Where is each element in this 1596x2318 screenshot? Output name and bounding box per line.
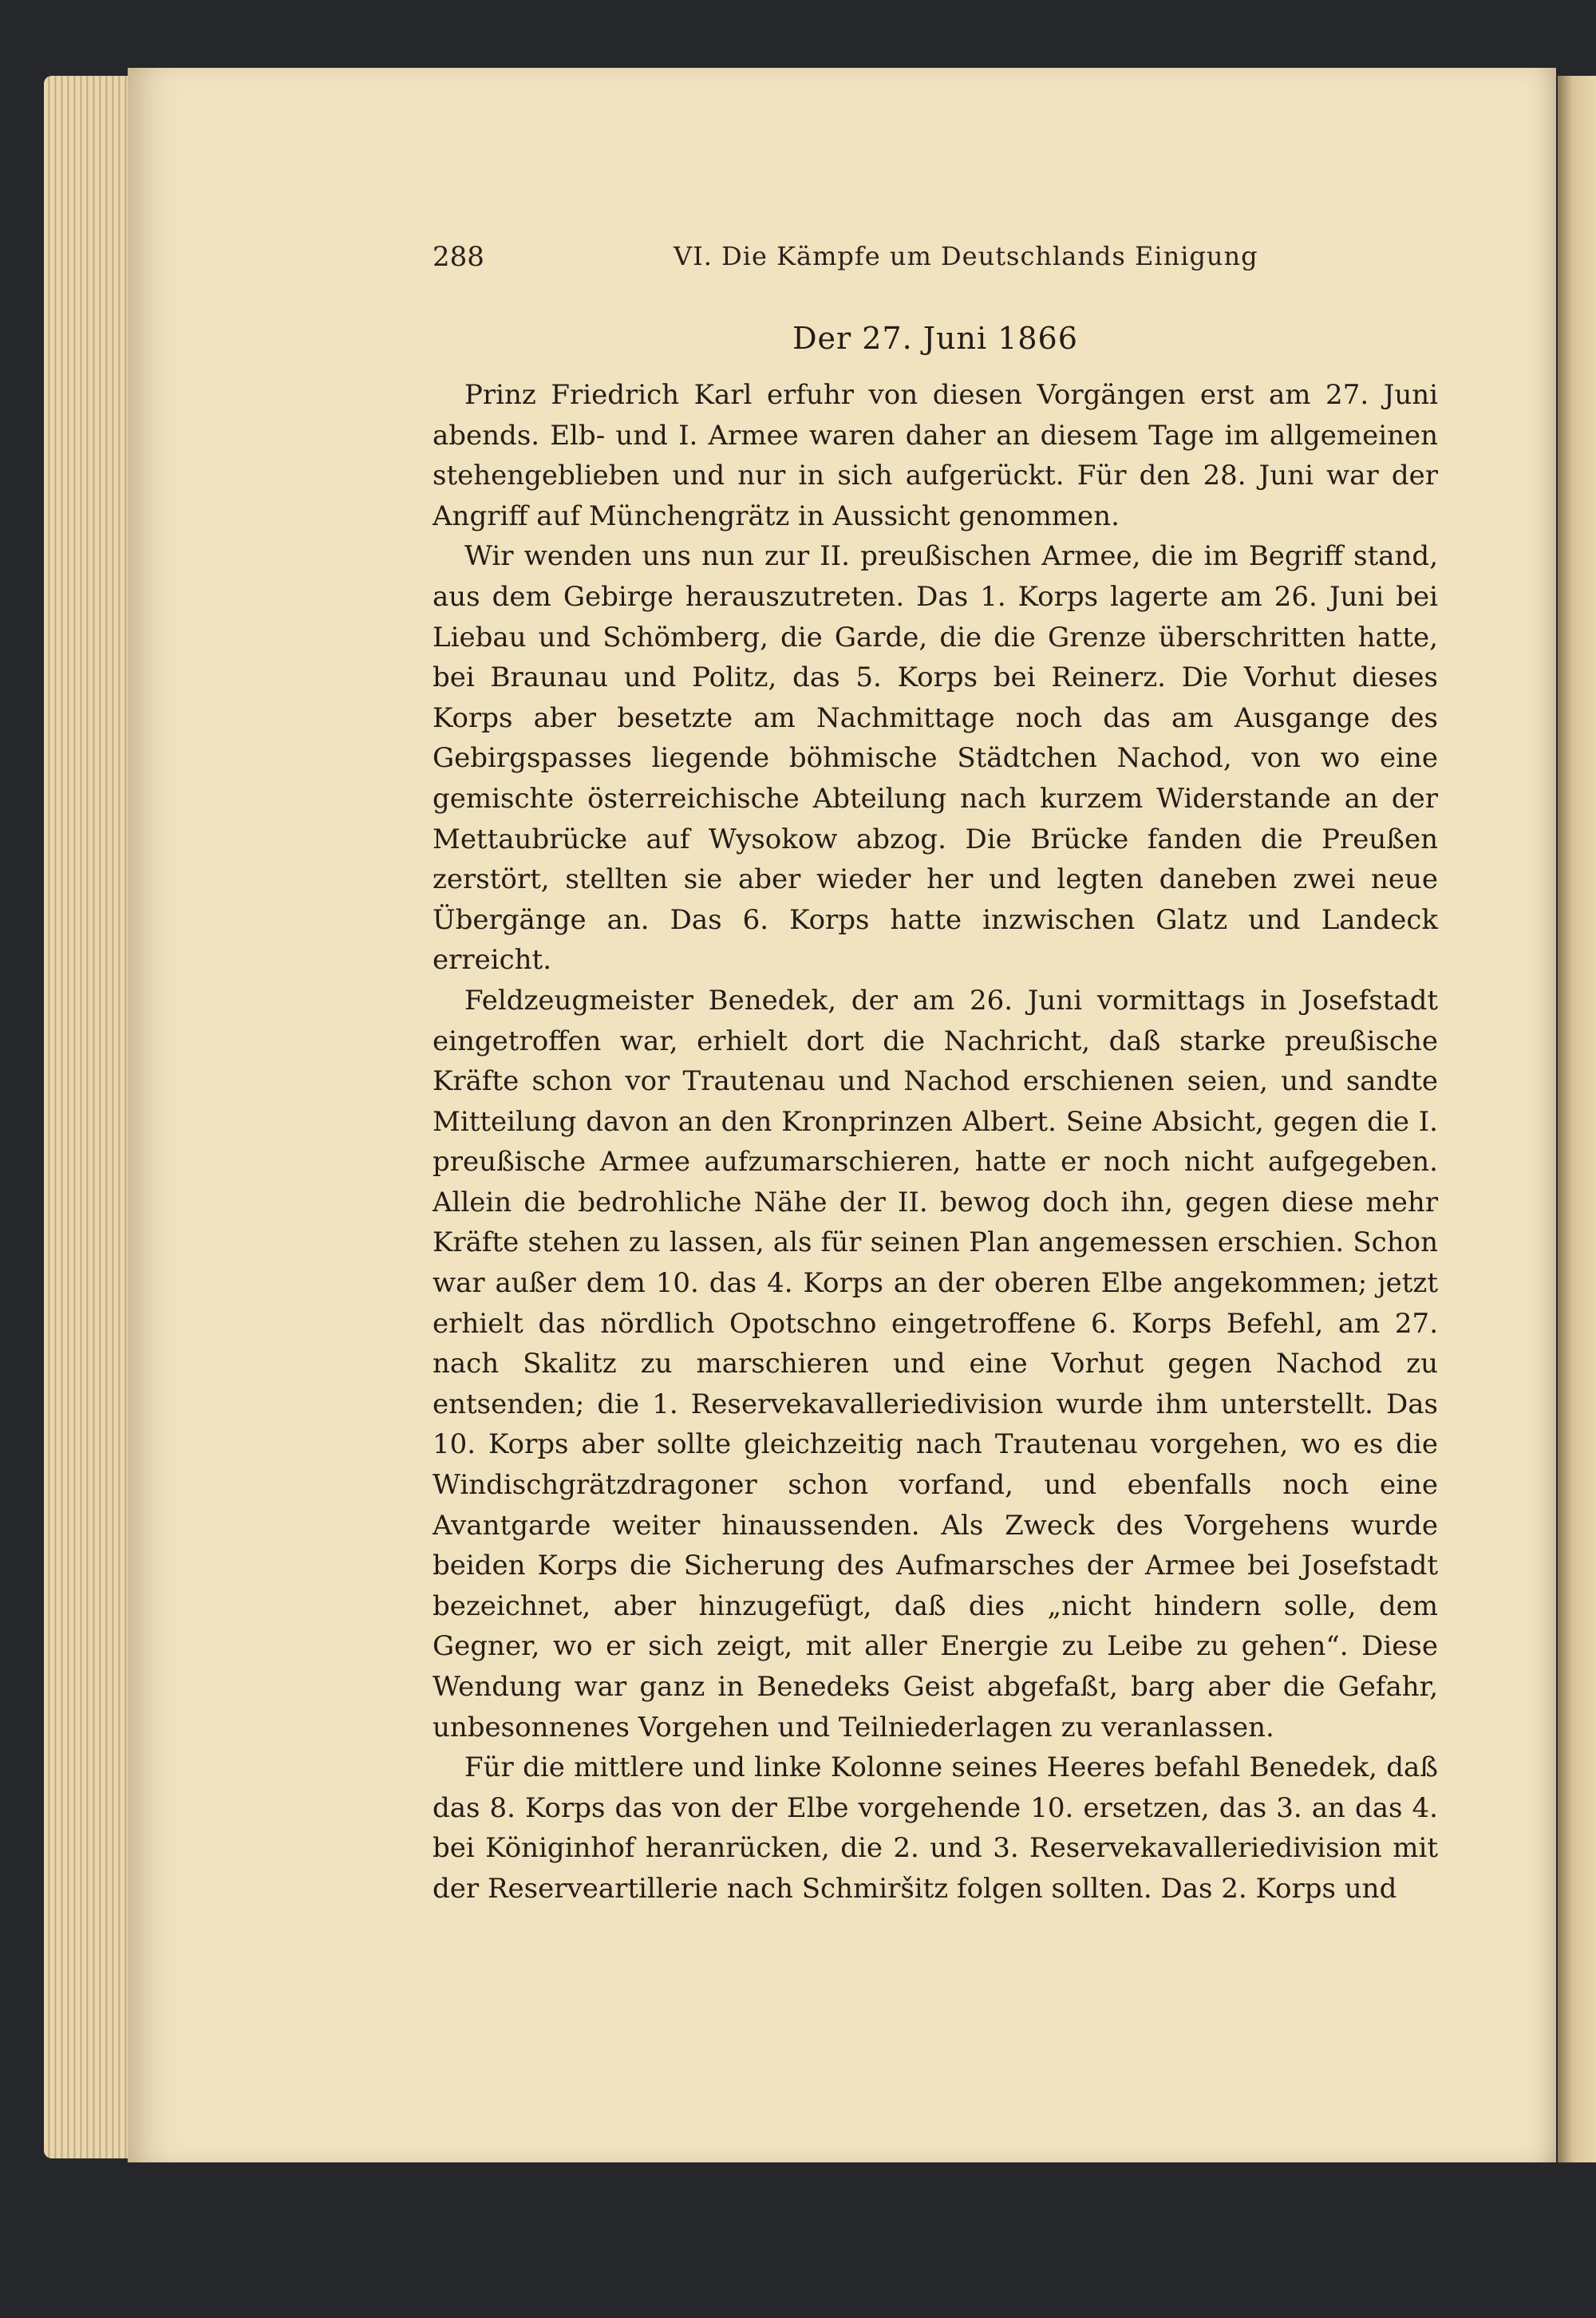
running-head: VI. Die Kämpfe um Deutschlands Einigung (674, 241, 1258, 271)
paragraph: Feldzeugmeister Benedek, der am 26. Juni vormittags in Josefstadt eingetroffen war, erhielt dort die Nachricht, daß starke preußische Kräfte schon vor Trautenau und Nachod erschienen seien, und sandte Mitteilung davon an den Kronprinzen Albert. Seine Absicht, gegen die I. preußische Armee aufzumarschieren, hatte er noch nicht aufgegeben. Allein die bedrohliche Nähe der II. bewog doch ihn, gegen diese mehr Kräfte stehen zu lassen, als für seinen Plan angemessen erschien. Schon war außer dem 10. das 4. Korps an der oberen Elbe angekommen; jetzt erhielt das nördlich Opotschno eingetroffene 6. Korps Befehl, am 27. nach Skalitz zu marschieren und eine Vorhut gegen Nachod zu entsenden; die 1. Reservekavalleriedivision wurde ihm unterstellt. Das 10. Korps aber sollte gleichzeitig nach Trautenau vorgehen, wo es die Windischgrätzdragoner schon vorfand, und ebenfalls noch eine Avantgarde weiter hinaussenden. Als Zweck des Vorgehens wurde beiden Korps die Sicherung des Aufmarsches der Armee bei Josefstadt bezeichnet, aber hinzugefügt, daß dies „nicht hindern solle, dem Gegner, wo er sich zeigt, mit aller Energie zu Leibe zu gehen“. Diese Wendung war ganz in Benedeks Geist abgefaßt, barg aber die Gefahr, unbesonnenes Vorgehen und Teilniederlagen zu veranlassen. (433, 984, 1438, 1743)
page-header (433, 241, 1438, 281)
body-text (433, 375, 1438, 1909)
paragraph: Für die mittlere und linke Kolonne seines Heeres befahl Benedek, daß das 8. Korps das von der Elbe vorgehende 10. ersetzen, das 3. an das 4. bei Königinhof heranrücken, die 2. und 3. Reservekavalleriedivision mit der Reserveartillerie nach Schmiršitz folgen sollten. Das 2. Korps und (433, 1751, 1438, 1905)
facing-page-edge (1558, 76, 1596, 2162)
page-number: 288 (433, 241, 484, 273)
paragraph: Prinz Friedrich Karl erfuhr von diesen Vorgängen erst am 27. Juni abends. Elb- und I. Armee waren daher an diesem Tage im allgemeinen stehengeblieben und nur in sich aufgerückt. Für den 28. Juni war der Angriff auf Münchengrätz in Aussicht genommen. (433, 379, 1438, 532)
paragraph: Wir wenden uns nun zur II. preußischen Armee, die im Begriff stand, aus dem Gebirge herauszutreten. Das 1. Korps lagerte am 26. Juni bei Liebau und Schömberg, die Garde, die die Grenze überschritten hatte, bei Braunau und Politz, das 5. Korps bei Reinerz. Die Vorhut dieses Korps aber besetzte am Nachmittage noch das am Ausgange des Gebirgspasses liegende böhmische Städtchen Nachod, von wo eine gemischte österreichische Abteilung nach kurzem Widerstande an der Mettaubrücke auf Wysokow abzog. Die Brücke fanden die Preußen zerstört, stellten sie aber wieder her und legten daneben zwei neue Übergänge an. Das 6. Korps hatte inzwischen Glatz und Landeck erreicht. (433, 540, 1438, 977)
section-title: Der 27. Juni 1866 (792, 321, 1078, 356)
